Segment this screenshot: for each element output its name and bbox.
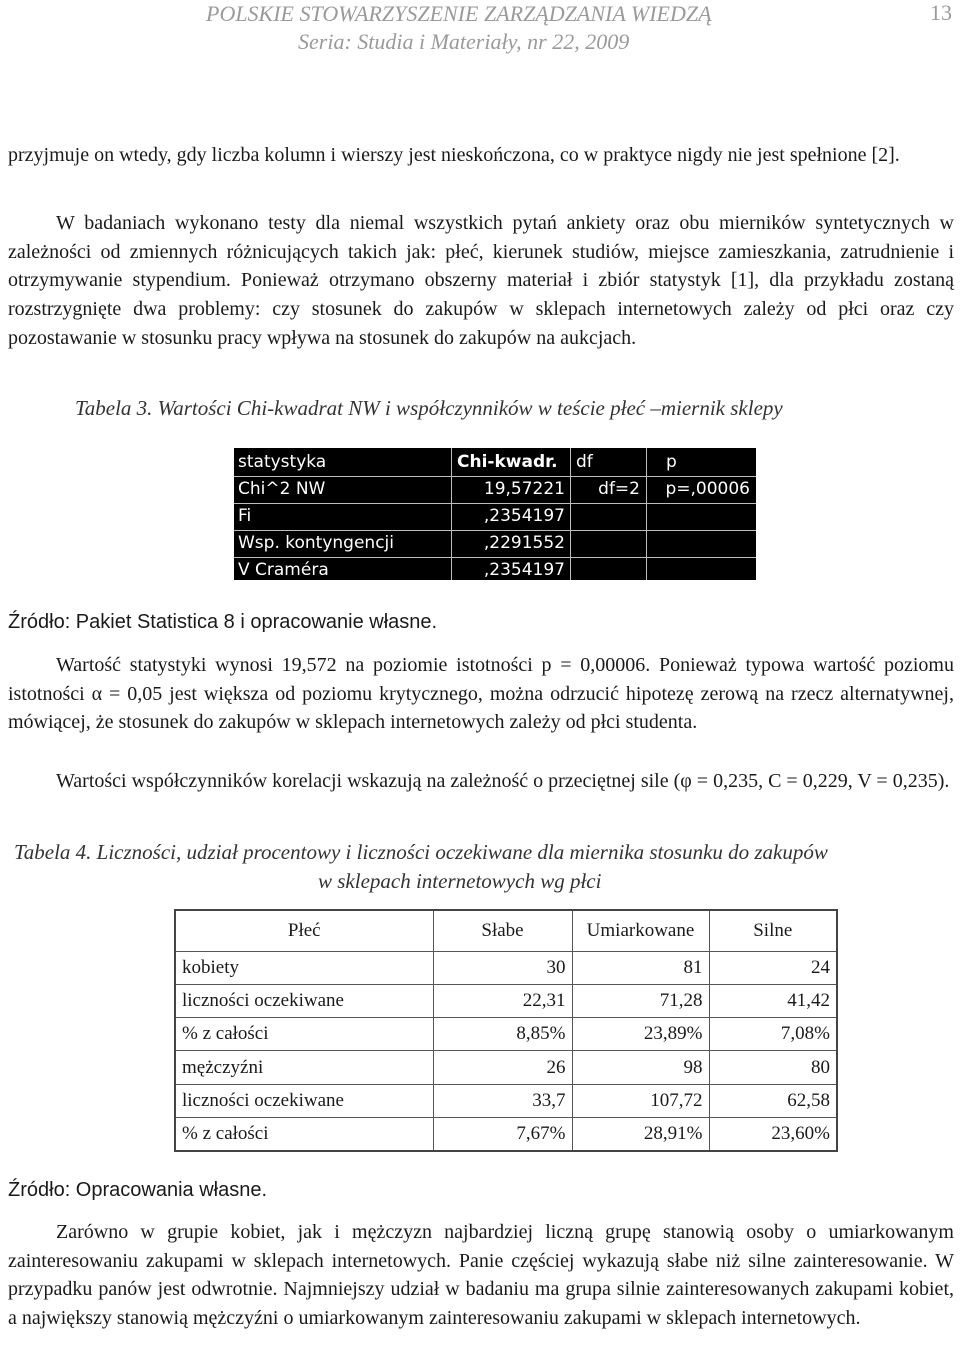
table3-cell: df=2 — [598, 479, 640, 499]
table4-cell: 7,08% — [709, 1018, 837, 1051]
table-row — [175, 1051, 837, 1084]
page-number: 13 — [930, 0, 952, 25]
table4-cell: 33,7 — [433, 1084, 572, 1117]
table4-cell: 8,85% — [433, 1018, 572, 1051]
table4-cell: % z całości — [175, 1117, 433, 1150]
table4-header-cell: Słabe — [433, 910, 572, 951]
table-row — [175, 1117, 837, 1150]
paragraph-4: Wartości współczynników korelacji wskazują na zależność o przeciętnej sile (φ = 0,235, C = 0,229, V = 0,235). — [56, 770, 950, 792]
table4-cell: 23,89% — [572, 1018, 709, 1051]
table4-cell: % z całości — [175, 1018, 433, 1051]
table3-cell: ,2354197 — [483, 560, 565, 580]
table3-cell: Wsp. kontyngencji — [238, 533, 394, 553]
table3-cell: ,2291552 — [483, 533, 565, 553]
table3-header-cell: statystyka — [238, 452, 327, 472]
table4-cell: liczności oczekiwane — [175, 1084, 433, 1117]
table4-cell: mężczyźni — [175, 1051, 433, 1084]
table4-cell: kobiety — [175, 951, 433, 984]
table4 — [174, 909, 838, 1152]
table4-header-cell: Płeć — [175, 910, 433, 951]
table3-cell: ,2354197 — [483, 506, 565, 526]
table4-cell: 23,60% — [709, 1117, 837, 1150]
table3-rule — [451, 448, 452, 580]
table4-header-cell: Umiarkowane — [572, 910, 709, 951]
table3-cell: V Craméra — [238, 560, 329, 580]
table3-cell: Fi — [238, 506, 252, 526]
table4-cell: 98 — [572, 1051, 709, 1084]
table4-cell: 81 — [572, 951, 709, 984]
table4-cell: 41,42 — [709, 984, 837, 1017]
table4-cell: 7,67% — [433, 1117, 572, 1150]
table3-rule — [570, 448, 571, 580]
table4-cell: liczności oczekiwane — [175, 984, 433, 1017]
table4-cell: 71,28 — [572, 984, 709, 1017]
table3-header-cell: Chi-kwadr. — [457, 452, 558, 472]
table3-cell: Chi^2 NW — [238, 479, 326, 499]
table-row — [175, 1084, 837, 1117]
table4-cell: 80 — [709, 1051, 837, 1084]
table4-cell: 26 — [433, 1051, 572, 1084]
table4-header-cell: Silne — [709, 910, 837, 951]
table3-header-cell: df — [576, 452, 593, 472]
table-header-row — [175, 910, 837, 951]
table4-cell: 28,91% — [572, 1117, 709, 1150]
table4-source: Źródło: Opracowania własne. — [8, 1179, 268, 1201]
table3-cell: p=,00006 — [665, 479, 750, 499]
table3-caption: Tabela 3. Wartości Chi-kwadrat NW i współczynników w teście płeć –miernik sklepy — [75, 396, 783, 420]
table3-source: Źródło: Pakiet Statistica 8 i opracowanie własne. — [8, 611, 438, 633]
table4-cell: 30 — [433, 951, 572, 984]
table3-rule — [646, 448, 647, 580]
table4-cell: 22,31 — [433, 984, 572, 1017]
series-info: Seria: Studia i Materiały, nr 22, 2009 — [298, 29, 630, 54]
table4-cell: 107,72 — [572, 1084, 709, 1117]
journal-title: POLSKIE STOWARZYSZENIE ZARZĄDZANIA WIEDZĄ — [206, 1, 712, 26]
table4-cell: 62,58 — [709, 1084, 837, 1117]
table3-cell: 19,57221 — [483, 479, 565, 499]
table3-header-cell: p — [666, 452, 677, 472]
paragraph-5: Zarówno w grupie kobiet, jak i mężczyzn najbardziej liczną grupę stanowią osoby o umiarkowanym zainteresowaniu zakupami w sklepach internetowych. Panie częściej wykazują słabe niż silne zainteresowanie. W przypadku panów jest odwrotnie. Najmniejszy udział w badaniu ma grupa silnie zainteresowanych zakupami kobiet, a największy stanowią mężczyźni o umiarkowanym zainteresowaniu zakupami w sklepach internetowych. — [8, 1221, 954, 1330]
paragraph-2: W badaniach wykonano testy dla niemal wszystkich pytań ankiety oraz obu mierników syntetycznych w zależności od zmiennych różnicujących takich jak: płeć, kierunek studiów, miejsce zamieszkania, zatrudnienie i otrzymywanie stypendium. Ponieważ otrzymano obszerny materiał i zbiór statystyk [1], dla przykładu zostaną rozstrzygnięte dwa problemy: czy stosunek do zakupów w sklepach internetowych zależy od płci oraz czy pozostawanie w stosunku pracy wpływa na stosunek do zakupów na aukcjach. — [8, 212, 954, 349]
table4-caption-line2: w sklepach internetowych wg płci — [318, 869, 602, 893]
paragraph-3: Wartość statystyki wynosi 19,572 na poziomie istotności p = 0,00006. Ponieważ typowa wartość poziomu istotności α = 0,05 jest większa od poziomu krytycznego, można odrzucić hipotezę zerową na rzecz alternatywnej, mówiącej, że stosunek do zakupów w sklepach internetowych zależy od płci studenta. — [8, 654, 954, 734]
table-row — [175, 1018, 837, 1051]
table4-caption: Tabela 4. Liczności, udział procentowy i liczności oczekiwane dla miernika stosunku do zakupów — [14, 840, 828, 864]
table-row — [175, 951, 837, 984]
paragraph-1: przyjmuje on wtedy, gdy liczba kolumn i wierszy jest nieskończona, co w praktyce nigdy nie jest spełnione [2]. — [8, 144, 900, 166]
table-row — [175, 984, 837, 1017]
table3-stat-output — [234, 448, 756, 580]
table4-cell: 24 — [709, 951, 837, 984]
